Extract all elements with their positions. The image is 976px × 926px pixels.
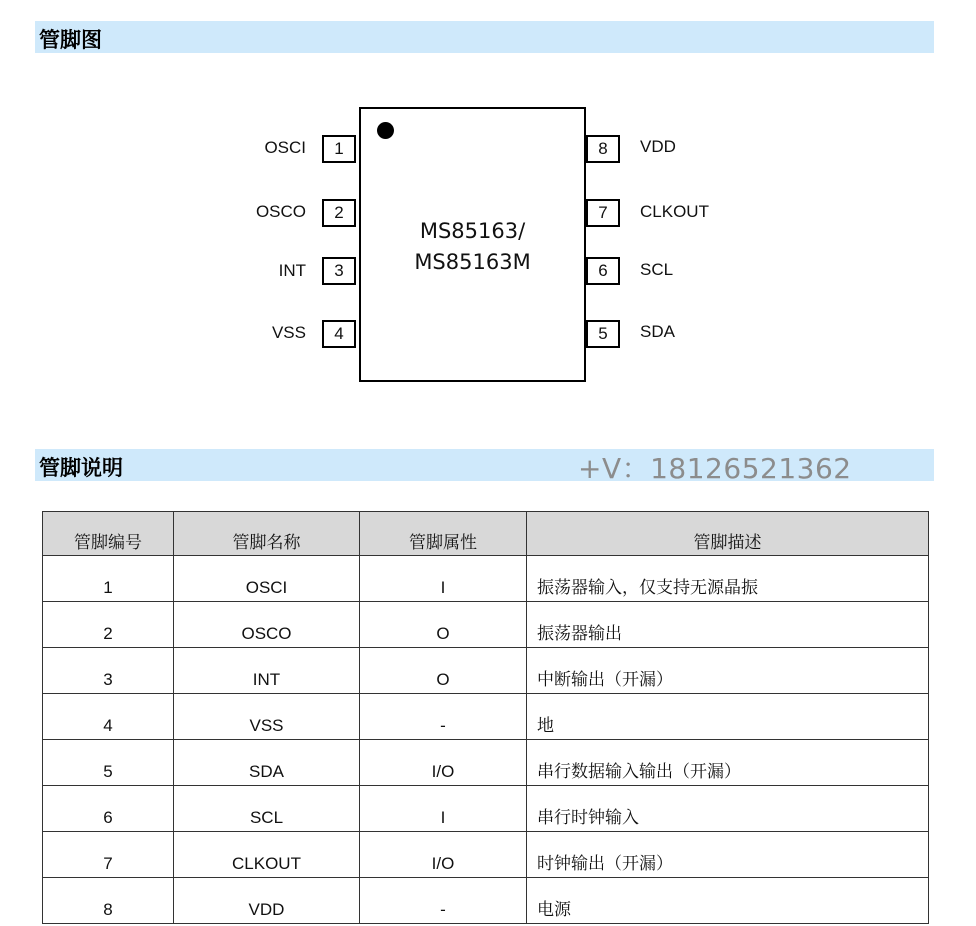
pin-desc-cell: 振荡器输入，仅支持无源晶振 xyxy=(527,556,929,602)
pin-attr-cell: O xyxy=(360,648,527,694)
pin-label-left: VSS xyxy=(271,323,306,342)
pin-number: 6 xyxy=(586,257,620,285)
section-header-pin-diagram xyxy=(35,21,934,53)
pin-attr-cell: O xyxy=(360,602,527,648)
pin-name-cell: INT xyxy=(174,648,360,694)
pin-label-left: OSCO xyxy=(255,202,306,221)
pin-number: 5 xyxy=(586,320,620,348)
pin-desc-cell: 中断输出（开漏） xyxy=(527,648,929,694)
pin-attr-cell: I/O xyxy=(360,832,527,878)
pin-label-left: OSCI xyxy=(264,138,306,157)
table-header-row xyxy=(43,512,929,556)
pin-number-cell: 2 xyxy=(43,602,174,648)
pin-name-cell: OSCI xyxy=(174,556,360,602)
pin-label-right: SDA xyxy=(640,322,675,341)
pin-number: 4 xyxy=(322,320,356,348)
table-row xyxy=(43,878,929,924)
pin-attr-cell: - xyxy=(360,694,527,740)
pin-name-cell: VDD xyxy=(174,878,360,924)
pin-name-cell: CLKOUT xyxy=(174,832,360,878)
pin-number-cell: 7 xyxy=(43,832,174,878)
pin-name-cell: VSS xyxy=(174,694,360,740)
pin-desc-cell: 电源 xyxy=(527,878,929,924)
pin-number-cell: 4 xyxy=(43,694,174,740)
pin-description-table xyxy=(42,511,929,924)
column-header: 管脚属性 xyxy=(360,512,527,556)
pin-desc-cell: 串行数据输入输出（开漏） xyxy=(527,740,929,786)
pin-number-cell: 1 xyxy=(43,556,174,602)
pin-number: 2 xyxy=(322,199,356,227)
table-row xyxy=(43,786,929,832)
pin-number-cell: 5 xyxy=(43,740,174,786)
pin-label-right: VDD xyxy=(640,137,676,156)
pin-label-left: INT xyxy=(278,261,306,280)
table-row xyxy=(43,556,929,602)
pin-desc-cell: 时钟输出（开漏） xyxy=(527,832,929,878)
chip-name-line1: MS85163/ xyxy=(419,219,526,243)
table-row xyxy=(43,832,929,878)
pin-number-cell: 6 xyxy=(43,786,174,832)
section-title: 管脚图 xyxy=(39,28,102,52)
column-header: 管脚描述 xyxy=(527,512,929,556)
chip-name-line2: MS85163M xyxy=(414,250,531,274)
section-title: 管脚说明 xyxy=(39,456,123,480)
pin-number-cell: 8 xyxy=(43,878,174,924)
pin-desc-cell: 振荡器输出 xyxy=(527,602,929,648)
pin-number: 7 xyxy=(586,199,620,227)
table-row xyxy=(43,648,929,694)
pin-attr-cell: I xyxy=(360,786,527,832)
section-header-pin-description xyxy=(35,449,934,485)
column-header: 管脚名称 xyxy=(174,512,360,556)
pin1-indicator-dot xyxy=(377,122,394,139)
pin-label-right: CLKOUT xyxy=(640,202,709,221)
table-row xyxy=(43,602,929,648)
pin-label-right: SCL xyxy=(640,260,674,279)
pin-number: 8 xyxy=(586,135,620,163)
pin-attr-cell: - xyxy=(360,878,527,924)
pin-number: 3 xyxy=(322,257,356,285)
pin-number: 1 xyxy=(322,135,356,163)
contact-text: +V：18126521362 xyxy=(578,452,852,485)
pin-name-cell: SDA xyxy=(174,740,360,786)
pin-number-cell: 3 xyxy=(43,648,174,694)
pin-name-cell: OSCO xyxy=(174,602,360,648)
column-header: 管脚编号 xyxy=(43,512,174,556)
pin-desc-cell: 串行时钟输入 xyxy=(527,786,929,832)
table-row xyxy=(43,694,929,740)
chip-body xyxy=(359,107,586,382)
pin-name-cell: SCL xyxy=(174,786,360,832)
pin-attr-cell: I xyxy=(360,556,527,602)
pin-attr-cell: I/O xyxy=(360,740,527,786)
pin-desc-cell: 地 xyxy=(527,694,929,740)
table-row xyxy=(43,740,929,786)
